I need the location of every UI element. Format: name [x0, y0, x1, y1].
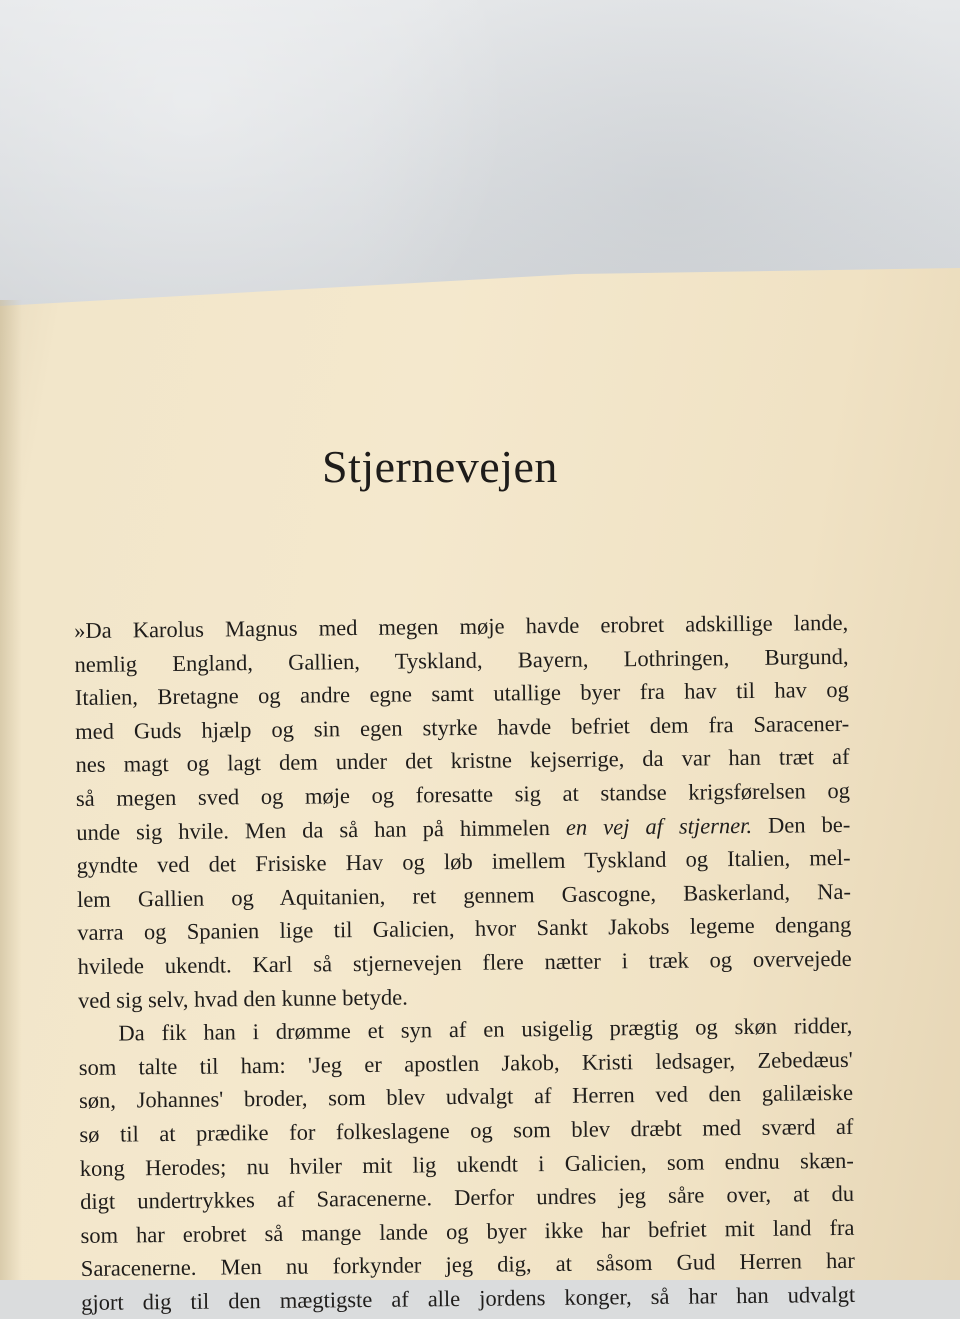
text-line: som har erobret så mange lande og byer ikke har befriet mit land fra	[80, 1214, 855, 1248]
text-line: Saracenerne. Men nu forkynder jeg dig, at såsom Gud Herren har	[80, 1248, 855, 1282]
text-line: lem Gallien og Aquitanien, ret gennem Gascogne, Baskerland, Na-	[76, 878, 852, 912]
text-line: Da fik han i drømme et syn af en usigelig prægtig og skøn ridder,	[118, 1012, 853, 1046]
chapter-title: Stjernevejen	[322, 441, 558, 492]
text-line: nemlig England, Gallien, Tyskland, Bayern, Lothringen, Burgund,	[74, 643, 849, 677]
text-line: så megen sved og møje og foresatte sig at standse krigsførelsen og	[75, 777, 851, 811]
text-line: Italien, Bretagne og andre egne samt utallige byer fra hav til hav og	[74, 677, 849, 711]
text-line: som talte til ham: 'Jeg er apostlen Jakob, Kristi ledsager, Zebedæus'	[78, 1046, 853, 1080]
text-line: ved sig selv, hvad den kunne betyde.	[77, 984, 408, 1013]
text-line: digt undertrykkes af Saracenerne. Derfor undres jeg såre over, at du	[80, 1180, 855, 1215]
text-line: nes magt og lagt dem under det kristne kejserrige, da var han træt af	[75, 744, 850, 778]
italic-phrase: en vej af stjerner.	[565, 812, 753, 840]
text-line: kong Herodes; nu hviler mit lig ukendt i Galicien, som endnu skæn-	[79, 1147, 854, 1181]
text-line: sø til at prædike for folkeslagene og som blev dræbt med sværd af	[79, 1113, 854, 1147]
body-text	[74, 606, 855, 1319]
text-line: varra og Spanien lige til Galicien, hvor Sankt Jakobs legeme dengang	[77, 912, 852, 946]
text-segment: unde sig hvile. Men da så han på himmelen	[76, 814, 551, 845]
text-line: med Guds hjælp og sin egen styrke havde befriet dem fra Saracener-	[75, 710, 850, 744]
text-segment: Den be-	[767, 811, 851, 838]
text-line: gjort dig til den mægtigste af alle jordens konger, så har han udvalgt	[81, 1281, 856, 1315]
text-line: gyndte ved det Frisiske Hav og løb imellem Tyskland og Italien, mel-	[76, 845, 851, 879]
text-line: hvilede ukendt. Karl så stjernevejen flere nætter i træk og overvejede	[77, 945, 852, 979]
page-edge-shadow	[0, 300, 22, 1280]
text-line: søn, Johannes' broder, som blev udvalgt af Herren ved den galilæiske	[78, 1080, 854, 1114]
text-line: »Da Karolus Magnus med megen møje havde erobret adskillige lande,	[74, 609, 849, 643]
